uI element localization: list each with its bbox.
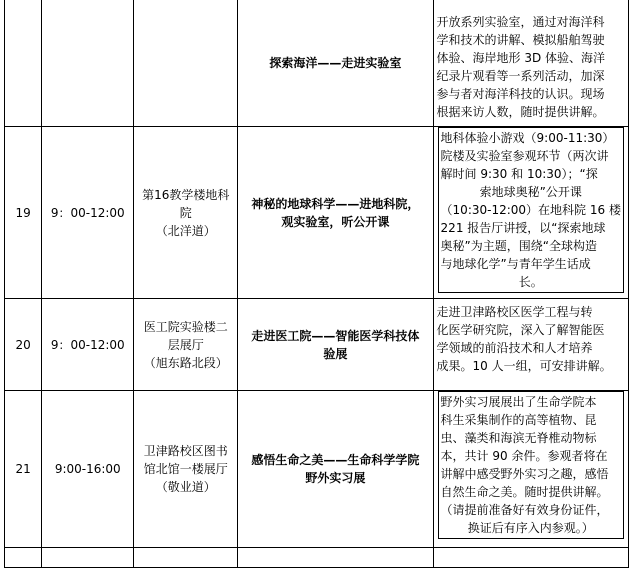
table-row — [5, 299, 629, 391]
location-line: 院 — [179, 205, 192, 220]
activity-line: 野外实习展 — [305, 471, 366, 485]
description-line: （请提前准备好有效身份证件， — [440, 503, 609, 517]
activity-cell — [238, 127, 433, 299]
activity-line: 探索海洋——走进实验室 — [269, 55, 402, 70]
description-line: 纪录片观看等一系列活动，加深 — [436, 69, 605, 83]
description-line: 换证后有序入内参观。） — [467, 521, 594, 535]
location-line: （旭东路北段） — [143, 355, 228, 370]
table-row — [5, 127, 629, 299]
description-box — [438, 127, 624, 293]
description-line: 221 报告厅讲授，以“探索地球 — [440, 221, 606, 235]
time-cell — [42, 0, 134, 127]
row-number-cell: 20 — [5, 299, 42, 391]
description-cell — [433, 0, 628, 127]
activity-line: 观实验室，听公开课 — [281, 214, 390, 229]
description-line: 本，共计 90 余件。参观者将在 — [440, 449, 608, 463]
location-line: 层展厅 — [167, 337, 204, 352]
row-number-cell — [5, 0, 42, 127]
activity-line: 验展 — [323, 346, 348, 361]
description-box — [438, 391, 624, 539]
location-line: （北洋道） — [155, 223, 216, 238]
description-cell — [433, 299, 628, 391]
activity-cell — [238, 299, 433, 391]
description-line: 参与者对海洋科技的认识。现场 — [436, 87, 605, 101]
description-line: 开放系列实验室，通过对海洋科 — [436, 15, 605, 29]
description-line: 索地球奥秘”公开课 — [479, 185, 582, 199]
description-line: 化医学研究院，深入了解智能医 — [436, 323, 605, 337]
location-cell — [134, 391, 238, 548]
location-line: （敬业道） — [155, 480, 216, 494]
location-line: 卫津路校区图书 — [143, 444, 228, 458]
activity-line: 神秘的地球科学——进地科院， — [251, 196, 420, 211]
location-line: 第16教学楼地科 — [142, 187, 230, 202]
location-cell — [134, 299, 238, 391]
location-line: 馆北馆一楼展厅 — [143, 462, 228, 476]
activity-line: 感悟生命之美——生命科学学院 — [251, 453, 420, 467]
time-cell: 9：00-12:00 — [42, 127, 134, 299]
description-line: 野外实习展展出了生命学院本 — [440, 395, 597, 409]
description-line: 自然生命之美。随时提供讲解。 — [440, 485, 609, 499]
description-line: 体验、海岸地形 3D 体验、海洋 — [436, 51, 606, 65]
description-line: 院楼及实验室参观环节（两次讲 — [440, 149, 609, 163]
row-number-cell: 21 — [5, 391, 42, 548]
time-cell: 9：00-12:00 — [42, 299, 134, 391]
table-row — [5, 391, 629, 548]
description-line: 学领域的前沿技术和人才培养 — [436, 341, 593, 355]
activity-cell — [238, 0, 433, 127]
description-line: 科生采集制作的高等植物、昆 — [440, 413, 597, 427]
event-schedule-table — [4, 0, 629, 568]
description-line: 学和技术的讲解、模拟船舶驾驶 — [436, 33, 605, 47]
description-line: 成果。10 人一组，可安排讲解。 — [436, 359, 612, 373]
description-line: 解时间 9:30 和 10:30）；“探 — [440, 167, 598, 181]
location-line: 医工院实验楼二 — [143, 319, 228, 334]
description-line: 地科体验小游戏（9:00-11:30） — [440, 131, 615, 145]
activity-cell — [238, 391, 433, 548]
description-line: （10:30-12:00）在地科院 16 楼 — [440, 203, 621, 217]
description-line: 长。 — [518, 275, 543, 289]
activity-line: 走进医工院——智能医学科技体 — [251, 328, 420, 343]
table-row — [5, 0, 629, 127]
time-cell: 9:00-16:00 — [42, 391, 134, 548]
location-cell — [134, 0, 238, 127]
description-line: 奥秘”为主题，围绕“全球构造 — [440, 239, 597, 253]
description-line: 与地球化学”与青年学生话成 — [440, 257, 591, 271]
description-line: 讲解中感受野外实习之趣，感悟 — [440, 467, 609, 481]
location-cell — [134, 127, 238, 299]
description-line: 走进卫津路校区医学工程与转 — [436, 305, 593, 319]
description-line: 根据来访人数，随时提供讲解。 — [436, 105, 605, 119]
row-number-cell: 19 — [5, 127, 42, 299]
description-cell — [433, 127, 628, 299]
description-cell — [433, 391, 628, 548]
description-line: 虫、藻类和海滨无脊椎动物标 — [440, 431, 597, 445]
